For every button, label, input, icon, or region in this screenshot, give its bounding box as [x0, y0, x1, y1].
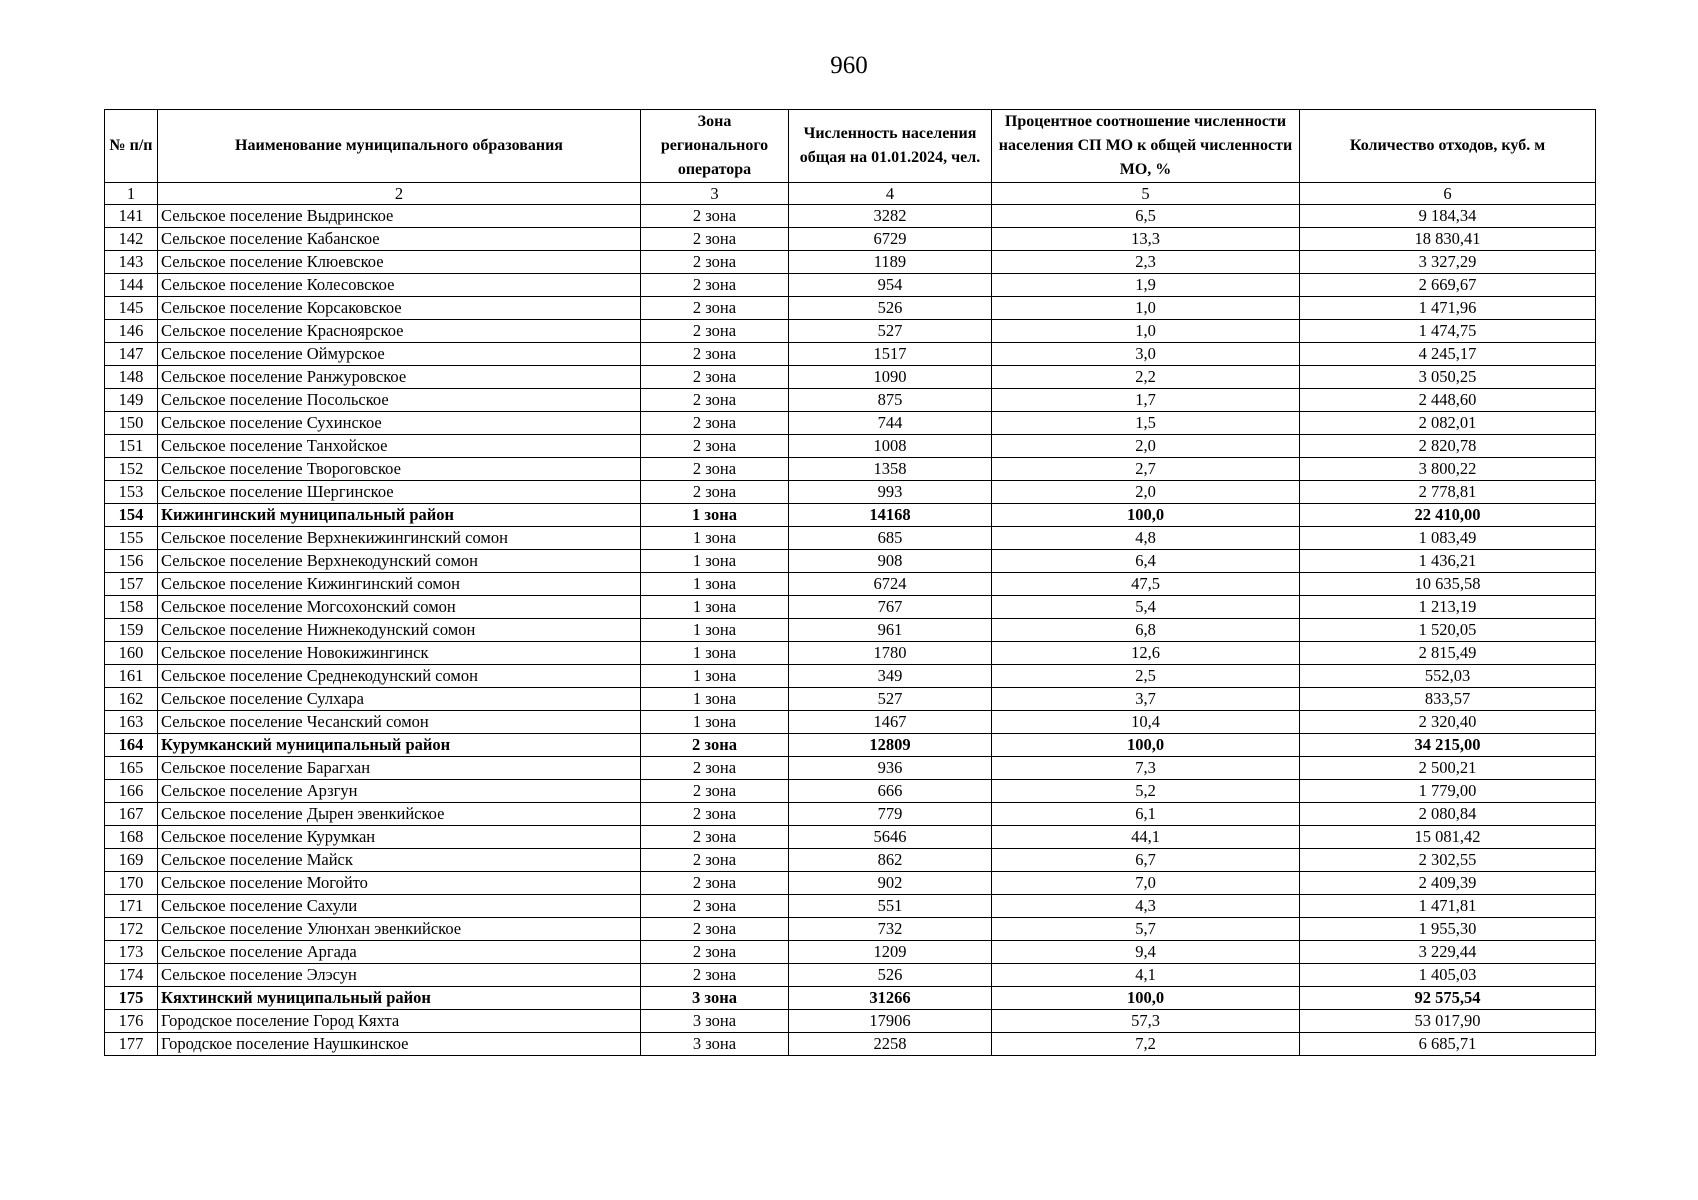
operator-zone-cell: 3 зона — [641, 1010, 789, 1033]
operator-zone-cell: 2 зона — [641, 297, 789, 320]
table-row — [105, 941, 1596, 964]
row-number-cell: 144 — [105, 274, 158, 297]
operator-zone-cell: 2 зона — [641, 320, 789, 343]
population-cell: 767 — [789, 596, 992, 619]
population-percent-cell: 100,0 — [992, 987, 1300, 1010]
population-cell: 1209 — [789, 941, 992, 964]
population-cell: 1189 — [789, 251, 992, 274]
waste-amount-cell: 1 471,81 — [1300, 895, 1596, 918]
population-percent-cell: 5,2 — [992, 780, 1300, 803]
operator-zone-cell: 2 зона — [641, 734, 789, 757]
row-number-cell: 151 — [105, 435, 158, 458]
population-cell: 526 — [789, 297, 992, 320]
population-cell: 961 — [789, 619, 992, 642]
municipality-name-cell: Сельское поселение Майск — [158, 849, 641, 872]
header-waste-amount: Количество отходов, куб. м — [1300, 110, 1596, 183]
population-cell: 1780 — [789, 642, 992, 665]
population-percent-cell: 9,4 — [992, 941, 1300, 964]
row-number-cell: 167 — [105, 803, 158, 826]
table-row — [105, 734, 1596, 757]
table-row — [105, 895, 1596, 918]
population-percent-cell: 4,1 — [992, 964, 1300, 987]
population-percent-cell: 6,1 — [992, 803, 1300, 826]
table-row — [105, 688, 1596, 711]
waste-amount-cell: 2 302,55 — [1300, 849, 1596, 872]
table-row — [105, 1033, 1596, 1056]
row-number-cell: 155 — [105, 527, 158, 550]
waste-table — [104, 109, 1596, 1056]
waste-amount-cell: 2 500,21 — [1300, 757, 1596, 780]
operator-zone-cell: 2 зона — [641, 205, 789, 228]
column-number-row — [105, 183, 1596, 205]
population-percent-cell: 44,1 — [992, 826, 1300, 849]
operator-zone-cell: 2 зона — [641, 757, 789, 780]
row-number-cell: 168 — [105, 826, 158, 849]
population-cell: 954 — [789, 274, 992, 297]
municipality-name-cell: Кижингинский муниципальный район — [158, 504, 641, 527]
table-row — [105, 320, 1596, 343]
population-cell: 349 — [789, 665, 992, 688]
waste-amount-cell: 34 215,00 — [1300, 734, 1596, 757]
population-percent-cell: 6,8 — [992, 619, 1300, 642]
operator-zone-cell: 2 зона — [641, 780, 789, 803]
population-percent-cell: 10,4 — [992, 711, 1300, 734]
table-row — [105, 458, 1596, 481]
row-number-cell: 149 — [105, 389, 158, 412]
waste-amount-cell: 4 245,17 — [1300, 343, 1596, 366]
municipality-name-cell: Сельское поселение Верхнекодунский сомон — [158, 550, 641, 573]
table-row — [105, 550, 1596, 573]
operator-zone-cell: 2 зона — [641, 435, 789, 458]
operator-zone-cell: 2 зона — [641, 228, 789, 251]
municipality-name-cell: Сельское поселение Танхойское — [158, 435, 641, 458]
population-percent-cell: 47,5 — [992, 573, 1300, 596]
waste-amount-cell: 3 229,44 — [1300, 941, 1596, 964]
municipality-name-cell: Сельское поселение Посольское — [158, 389, 641, 412]
waste-amount-cell: 1 779,00 — [1300, 780, 1596, 803]
row-number-cell: 172 — [105, 918, 158, 941]
operator-zone-cell: 3 зона — [641, 1033, 789, 1056]
header-population-percent: Процентное соотношение численности населения СП МО к общей численности МО, % — [992, 110, 1300, 183]
municipality-name-cell: Сельское поселение Сухинское — [158, 412, 641, 435]
operator-zone-cell: 2 зона — [641, 412, 789, 435]
municipality-name-cell: Сельское поселение Твороговское — [158, 458, 641, 481]
municipality-name-cell: Сельское поселение Красноярское — [158, 320, 641, 343]
table-row — [105, 964, 1596, 987]
population-cell: 744 — [789, 412, 992, 435]
waste-amount-cell: 2 320,40 — [1300, 711, 1596, 734]
population-percent-cell: 5,7 — [992, 918, 1300, 941]
table-row — [105, 435, 1596, 458]
waste-amount-cell: 3 800,22 — [1300, 458, 1596, 481]
page-number: 960 — [830, 52, 868, 79]
row-number-cell: 145 — [105, 297, 158, 320]
waste-amount-cell: 3 327,29 — [1300, 251, 1596, 274]
waste-amount-cell: 9 184,34 — [1300, 205, 1596, 228]
header-row — [105, 110, 1596, 183]
municipality-name-cell: Сельское поселение Новокижингинск — [158, 642, 641, 665]
table-row — [105, 251, 1596, 274]
column-number: 5 — [992, 183, 1300, 205]
operator-zone-cell: 1 зона — [641, 596, 789, 619]
population-cell: 2258 — [789, 1033, 992, 1056]
population-percent-cell: 5,4 — [992, 596, 1300, 619]
waste-amount-cell: 1 213,19 — [1300, 596, 1596, 619]
row-number-cell: 177 — [105, 1033, 158, 1056]
operator-zone-cell: 2 зона — [641, 389, 789, 412]
table-row — [105, 389, 1596, 412]
row-number-cell: 146 — [105, 320, 158, 343]
table-row — [105, 366, 1596, 389]
waste-amount-cell: 1 474,75 — [1300, 320, 1596, 343]
row-number-cell: 143 — [105, 251, 158, 274]
municipality-name-cell: Сельское поселение Шергинское — [158, 481, 641, 504]
population-cell: 685 — [789, 527, 992, 550]
table-row — [105, 872, 1596, 895]
population-cell: 666 — [789, 780, 992, 803]
population-percent-cell: 4,3 — [992, 895, 1300, 918]
waste-amount-cell: 1 436,21 — [1300, 550, 1596, 573]
table-row — [105, 205, 1596, 228]
population-cell: 1467 — [789, 711, 992, 734]
operator-zone-cell: 2 зона — [641, 251, 789, 274]
population-cell: 527 — [789, 688, 992, 711]
municipality-name-cell: Сельское поселение Дырен эвенкийское — [158, 803, 641, 826]
operator-zone-cell: 2 зона — [641, 826, 789, 849]
operator-zone-cell: 2 зона — [641, 343, 789, 366]
municipality-name-cell: Сельское поселение Выдринское — [158, 205, 641, 228]
column-number: 6 — [1300, 183, 1596, 205]
table-row — [105, 711, 1596, 734]
table-row — [105, 274, 1596, 297]
table-row — [105, 527, 1596, 550]
waste-amount-cell: 552,03 — [1300, 665, 1596, 688]
table-body — [105, 183, 1596, 1056]
column-number: 1 — [105, 183, 158, 205]
municipality-name-cell: Сельское поселение Корсаковское — [158, 297, 641, 320]
table-row — [105, 987, 1596, 1010]
row-number-cell: 174 — [105, 964, 158, 987]
municipality-name-cell: Городское поселение Город Кяхта — [158, 1010, 641, 1033]
population-cell: 993 — [789, 481, 992, 504]
population-percent-cell: 2,7 — [992, 458, 1300, 481]
municipality-name-cell: Сельское поселение Нижнекодунский сомон — [158, 619, 641, 642]
operator-zone-cell: 1 зона — [641, 527, 789, 550]
table-row — [105, 826, 1596, 849]
population-cell: 551 — [789, 895, 992, 918]
population-cell: 6724 — [789, 573, 992, 596]
operator-zone-cell: 2 зона — [641, 458, 789, 481]
municipality-name-cell: Сельское поселение Сулхара — [158, 688, 641, 711]
operator-zone-cell: 2 зона — [641, 803, 789, 826]
population-percent-cell: 1,5 — [992, 412, 1300, 435]
population-percent-cell: 2,0 — [992, 435, 1300, 458]
row-number-cell: 148 — [105, 366, 158, 389]
population-cell: 1090 — [789, 366, 992, 389]
population-percent-cell: 3,7 — [992, 688, 1300, 711]
operator-zone-cell: 2 зона — [641, 366, 789, 389]
population-percent-cell: 57,3 — [992, 1010, 1300, 1033]
header-municipality-name: Наименование муниципального образования — [158, 110, 641, 183]
population-cell: 5646 — [789, 826, 992, 849]
operator-zone-cell: 2 зона — [641, 849, 789, 872]
municipality-name-cell: Сельское поселение Улюнхан эвенкийское — [158, 918, 641, 941]
waste-amount-cell: 92 575,54 — [1300, 987, 1596, 1010]
table-row — [105, 596, 1596, 619]
population-cell: 1008 — [789, 435, 992, 458]
waste-amount-cell: 6 685,71 — [1300, 1033, 1596, 1056]
municipality-name-cell: Сельское поселение Могойто — [158, 872, 641, 895]
row-number-cell: 160 — [105, 642, 158, 665]
table-row — [105, 228, 1596, 251]
population-cell: 936 — [789, 757, 992, 780]
row-number-cell: 154 — [105, 504, 158, 527]
table-row — [105, 665, 1596, 688]
population-cell: 14168 — [789, 504, 992, 527]
operator-zone-cell: 3 зона — [641, 987, 789, 1010]
population-percent-cell: 1,0 — [992, 320, 1300, 343]
row-number-cell: 150 — [105, 412, 158, 435]
waste-amount-cell: 1 471,96 — [1300, 297, 1596, 320]
waste-amount-cell: 1 520,05 — [1300, 619, 1596, 642]
waste-amount-cell: 2 669,67 — [1300, 274, 1596, 297]
waste-amount-cell: 2 409,39 — [1300, 872, 1596, 895]
table-row — [105, 780, 1596, 803]
waste-amount-cell: 22 410,00 — [1300, 504, 1596, 527]
row-number-cell: 176 — [105, 1010, 158, 1033]
population-percent-cell: 2,3 — [992, 251, 1300, 274]
row-number-cell: 166 — [105, 780, 158, 803]
waste-amount-cell: 15 081,42 — [1300, 826, 1596, 849]
population-percent-cell: 2,2 — [992, 366, 1300, 389]
population-percent-cell: 2,0 — [992, 481, 1300, 504]
population-percent-cell: 3,0 — [992, 343, 1300, 366]
table-row — [105, 803, 1596, 826]
header-number: № п/п — [105, 110, 158, 183]
population-percent-cell: 1,9 — [992, 274, 1300, 297]
municipality-name-cell: Курумканский муниципальный район — [158, 734, 641, 757]
row-number-cell: 158 — [105, 596, 158, 619]
operator-zone-cell: 2 зона — [641, 274, 789, 297]
waste-amount-cell: 2 815,49 — [1300, 642, 1596, 665]
operator-zone-cell: 1 зона — [641, 665, 789, 688]
column-number: 2 — [158, 183, 641, 205]
row-number-cell: 162 — [105, 688, 158, 711]
row-number-cell: 175 — [105, 987, 158, 1010]
table-row — [105, 343, 1596, 366]
table-row — [105, 849, 1596, 872]
table-row — [105, 642, 1596, 665]
table-row — [105, 1010, 1596, 1033]
municipality-name-cell: Сельское поселение Курумкан — [158, 826, 641, 849]
waste-amount-cell: 1 083,49 — [1300, 527, 1596, 550]
municipality-name-cell: Сельское поселение Могсохонский сомон — [158, 596, 641, 619]
row-number-cell: 147 — [105, 343, 158, 366]
row-number-cell: 153 — [105, 481, 158, 504]
waste-amount-cell: 1 405,03 — [1300, 964, 1596, 987]
table-row — [105, 918, 1596, 941]
municipality-name-cell: Городское поселение Наушкинское — [158, 1033, 641, 1056]
population-percent-cell: 4,8 — [992, 527, 1300, 550]
row-number-cell: 141 — [105, 205, 158, 228]
population-percent-cell: 100,0 — [992, 504, 1300, 527]
waste-amount-cell: 2 778,81 — [1300, 481, 1596, 504]
operator-zone-cell: 1 зона — [641, 619, 789, 642]
population-percent-cell: 7,2 — [992, 1033, 1300, 1056]
municipality-name-cell: Кяхтинский муниципальный район — [158, 987, 641, 1010]
operator-zone-cell: 1 зона — [641, 688, 789, 711]
operator-zone-cell: 1 зона — [641, 642, 789, 665]
municipality-name-cell: Сельское поселение Кижингинский сомон — [158, 573, 641, 596]
waste-amount-cell: 53 017,90 — [1300, 1010, 1596, 1033]
column-number: 3 — [641, 183, 789, 205]
population-percent-cell: 1,7 — [992, 389, 1300, 412]
row-number-cell: 142 — [105, 228, 158, 251]
operator-zone-cell: 2 зона — [641, 895, 789, 918]
population-percent-cell: 12,6 — [992, 642, 1300, 665]
operator-zone-cell: 1 зона — [641, 573, 789, 596]
column-number: 4 — [789, 183, 992, 205]
population-cell: 12809 — [789, 734, 992, 757]
row-number-cell: 171 — [105, 895, 158, 918]
population-percent-cell: 2,5 — [992, 665, 1300, 688]
municipality-name-cell: Сельское поселение Кабанское — [158, 228, 641, 251]
table-row — [105, 481, 1596, 504]
waste-amount-cell: 1 955,30 — [1300, 918, 1596, 941]
operator-zone-cell: 1 зона — [641, 504, 789, 527]
operator-zone-cell: 1 зона — [641, 711, 789, 734]
row-number-cell: 163 — [105, 711, 158, 734]
population-cell: 1517 — [789, 343, 992, 366]
population-cell: 3282 — [789, 205, 992, 228]
population-percent-cell: 7,3 — [992, 757, 1300, 780]
row-number-cell: 173 — [105, 941, 158, 964]
municipality-name-cell: Сельское поселение Ранжуровское — [158, 366, 641, 389]
waste-amount-cell: 3 050,25 — [1300, 366, 1596, 389]
population-cell: 902 — [789, 872, 992, 895]
table-row — [105, 412, 1596, 435]
table-row — [105, 619, 1596, 642]
row-number-cell: 159 — [105, 619, 158, 642]
population-cell: 779 — [789, 803, 992, 826]
population-cell: 862 — [789, 849, 992, 872]
table-row — [105, 297, 1596, 320]
municipality-name-cell: Сельское поселение Аргада — [158, 941, 641, 964]
table-row — [105, 573, 1596, 596]
waste-amount-cell: 2 080,84 — [1300, 803, 1596, 826]
table-header — [105, 110, 1596, 183]
row-number-cell: 157 — [105, 573, 158, 596]
population-percent-cell: 100,0 — [992, 734, 1300, 757]
population-percent-cell: 7,0 — [992, 872, 1300, 895]
operator-zone-cell: 2 зона — [641, 481, 789, 504]
municipality-name-cell: Сельское поселение Клюевское — [158, 251, 641, 274]
waste-amount-cell: 833,57 — [1300, 688, 1596, 711]
operator-zone-cell: 2 зона — [641, 918, 789, 941]
header-population: Численность населения общая на 01.01.2024, чел. — [789, 110, 992, 183]
population-cell: 732 — [789, 918, 992, 941]
population-percent-cell: 6,7 — [992, 849, 1300, 872]
municipality-name-cell: Сельское поселение Среднекодунский сомон — [158, 665, 641, 688]
row-number-cell: 170 — [105, 872, 158, 895]
municipality-name-cell: Сельское поселение Оймурское — [158, 343, 641, 366]
population-percent-cell: 13,3 — [992, 228, 1300, 251]
waste-amount-cell: 2 448,60 — [1300, 389, 1596, 412]
waste-amount-cell: 2 082,01 — [1300, 412, 1596, 435]
waste-amount-cell: 10 635,58 — [1300, 573, 1596, 596]
municipality-name-cell: Сельское поселение Колесовское — [158, 274, 641, 297]
municipality-name-cell: Сельское поселение Элэсун — [158, 964, 641, 987]
population-cell: 6729 — [789, 228, 992, 251]
municipality-name-cell: Сельское поселение Сахули — [158, 895, 641, 918]
operator-zone-cell: 2 зона — [641, 964, 789, 987]
population-cell: 1358 — [789, 458, 992, 481]
population-percent-cell: 1,0 — [992, 297, 1300, 320]
municipality-name-cell: Сельское поселение Чесанский сомон — [158, 711, 641, 734]
population-percent-cell: 6,5 — [992, 205, 1300, 228]
municipality-name-cell: Сельское поселение Арзгун — [158, 780, 641, 803]
population-cell: 527 — [789, 320, 992, 343]
municipality-name-cell: Сельское поселение Верхнекижингинский сомон — [158, 527, 641, 550]
population-cell: 17906 — [789, 1010, 992, 1033]
population-cell: 875 — [789, 389, 992, 412]
table-row — [105, 504, 1596, 527]
row-number-cell: 169 — [105, 849, 158, 872]
population-cell: 526 — [789, 964, 992, 987]
population-percent-cell: 6,4 — [992, 550, 1300, 573]
table-row — [105, 757, 1596, 780]
municipality-name-cell: Сельское поселение Барагхан — [158, 757, 641, 780]
waste-amount-cell: 2 820,78 — [1300, 435, 1596, 458]
row-number-cell: 164 — [105, 734, 158, 757]
population-cell: 31266 — [789, 987, 992, 1010]
population-cell: 908 — [789, 550, 992, 573]
row-number-cell: 161 — [105, 665, 158, 688]
waste-amount-cell: 18 830,41 — [1300, 228, 1596, 251]
row-number-cell: 156 — [105, 550, 158, 573]
operator-zone-cell: 1 зона — [641, 550, 789, 573]
row-number-cell: 152 — [105, 458, 158, 481]
operator-zone-cell: 2 зона — [641, 872, 789, 895]
row-number-cell: 165 — [105, 757, 158, 780]
header-operator-zone: Зона регионального оператора — [641, 110, 789, 183]
operator-zone-cell: 2 зона — [641, 941, 789, 964]
